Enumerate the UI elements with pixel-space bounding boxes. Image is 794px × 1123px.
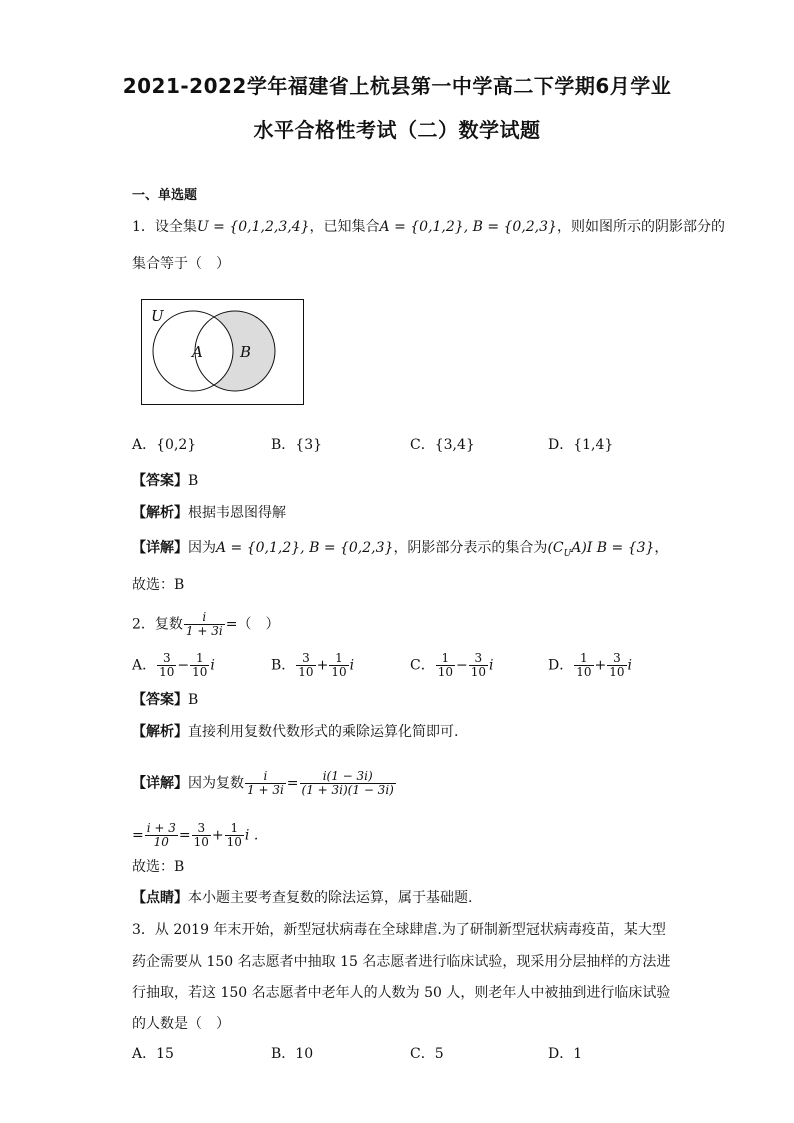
q1-universal-set: U = {0,1,2,3,4}: [196, 219, 310, 235]
q2-detail-line-2: = $\frac{i + 3}{10}$ = $\frac{3}{10}$ + $\frac{1}{10}$ i .: [132, 821, 259, 849]
q1-analysis: 【解析】根据韦恩图得解: [132, 505, 286, 521]
q1-stem-line-1: [132, 217, 725, 237]
q1-detail: 【详解】因为A = {0,1,2}, B = {0,2,3}，阴影部分表示的集合为$(C_UA)I$ B = {3}，: [132, 540, 669, 559]
q3-option-a[interactable]: A．15: [132, 1046, 174, 1062]
q3-option-d[interactable]: D．1: [548, 1046, 583, 1062]
q1-mid: ，已知集合: [309, 219, 380, 235]
q2-stem: 2．复数 $\frac{i}{1 + 3i}$ =（ ）: [132, 610, 280, 638]
q2-option-a[interactable]: A． $\frac{3}{10}$ − $\frac{1}{10}$ i: [132, 651, 215, 679]
q2-detail: 【详解】因为复数 $\frac{i}{1 + 3i}$ = $\frac{i(1 - 3i)}{(1 + 3i)(1 - 3i)}$: [132, 769, 394, 797]
venn-diagram-svg: [141, 299, 305, 407]
q2-answer: 【答案】B: [132, 692, 199, 708]
q1-answer: 【答案】B: [132, 473, 199, 489]
q3-stem-line-1: 3．从 2019 年末开始，新型冠状病毒在全球肆虐.为了研制新型冠状病毒疫苗，某大型: [132, 922, 666, 938]
q3-option-b[interactable]: B．10: [271, 1046, 314, 1062]
q1-sets: A = {0,1,2}, B = {0,2,3}: [379, 219, 557, 235]
venn-label-u: U: [151, 307, 164, 325]
q3-stem-line-4: 的人数是（ ）: [132, 1016, 230, 1032]
q1-conclusion: 故选：B: [132, 577, 185, 593]
venn-label-b: B: [240, 343, 252, 361]
q1-option-d[interactable]: D．{1,4}: [548, 437, 614, 453]
q2-option-b[interactable]: B． $\frac{3}{10}$ + $\frac{1}{10}$ i: [271, 651, 355, 679]
q3-option-c[interactable]: C．5: [410, 1046, 444, 1062]
q3-stem-line-3: 行抽取，若这 150 名志愿者中老年人的人数为 50 人，则老年人中被抽到进行临床试验: [132, 985, 671, 1001]
venn-diagram: [141, 299, 305, 407]
title-line-1: 2021-2022学年福建省上杭县第一中学高二下学期6月学业: [122, 74, 672, 98]
q1-tail: ，则如图所示的阴影部分的: [556, 219, 725, 235]
q1-stem-line-2: 集合等于（ ）: [132, 256, 230, 272]
q1-option-c[interactable]: C．{3,4}: [410, 437, 475, 453]
title-line-2: 水平合格性考试（二）数学试题: [253, 118, 541, 142]
q1-prefix: 1．设全集: [132, 219, 197, 235]
q2-fraction: $\frac{i}{1 + 3i}$: [185, 610, 223, 638]
q1-option-b[interactable]: B．{3}: [271, 437, 323, 453]
q2-analysis: 【解析】直接利用复数代数形式的乘除运算化简即可.: [132, 724, 459, 740]
venn-label-a: A: [192, 343, 203, 361]
q2-comment: 【点睛】本小题主要考查复数的除法运算，属于基础题.: [132, 890, 473, 906]
q1-option-a[interactable]: A．{0,2}: [132, 437, 197, 453]
section-heading: 一、单选题: [132, 188, 198, 203]
q2-option-d[interactable]: D． $\frac{1}{10}$ + $\frac{3}{10}$ i: [548, 651, 633, 679]
q2-conclusion: 故选：B: [132, 859, 185, 875]
q2-option-c[interactable]: C． $\frac{1}{10}$ − $\frac{3}{10}$ i: [410, 651, 494, 679]
q3-stem-line-2: 药企需要从 150 名志愿者中抽取 15 名志愿者进行临床试验，现采用分层抽样的方法进: [132, 954, 671, 970]
